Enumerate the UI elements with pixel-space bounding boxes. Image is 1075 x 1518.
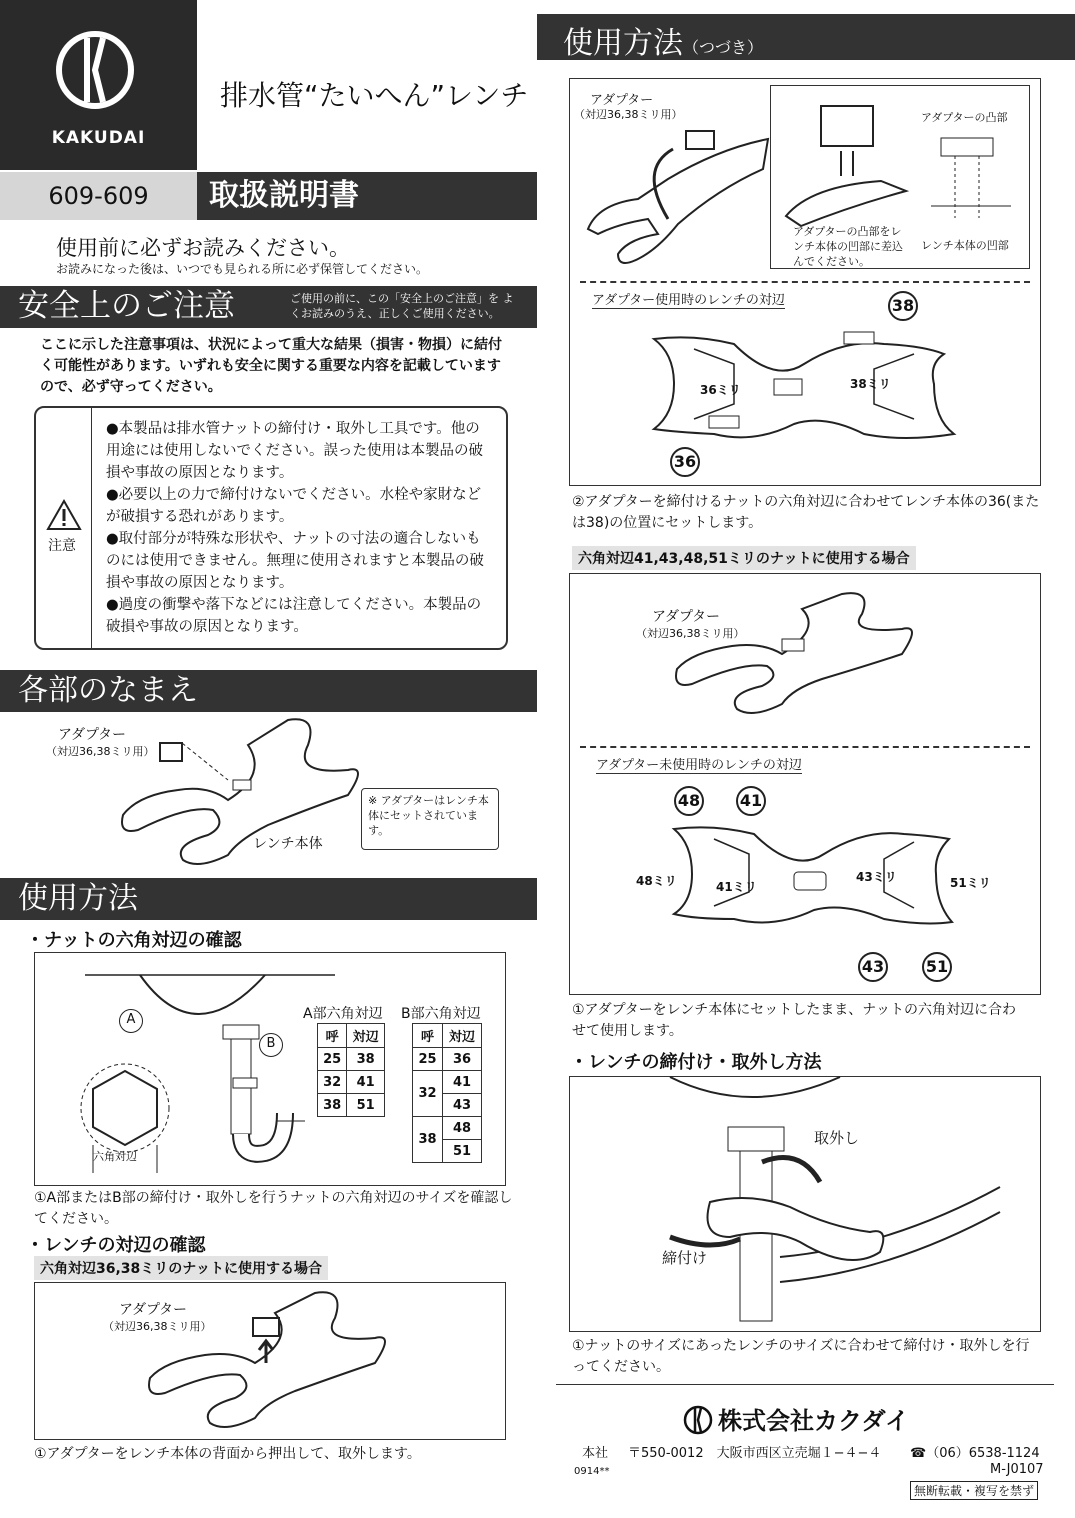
adapter-detail-illustration bbox=[781, 96, 911, 226]
marker-48: 48 bbox=[674, 786, 704, 816]
hex-label: 六角対辺 bbox=[93, 1150, 137, 1163]
wrench-check-heading: ・レンチの対辺の確認 bbox=[26, 1235, 206, 1256]
usage-title: 使用方法 bbox=[18, 881, 138, 916]
warning-icon bbox=[47, 500, 81, 530]
table-a bbox=[317, 1023, 385, 1117]
remove-adapter-box bbox=[34, 1282, 506, 1440]
nut-check-heading: ・ナットの六角対辺の確認 bbox=[26, 930, 242, 951]
table-b-head-size: 対辺 bbox=[443, 1024, 482, 1048]
caution-label: 注意 bbox=[48, 538, 76, 554]
usage-cont-bar bbox=[537, 14, 1075, 60]
table-a-cell: 25 bbox=[318, 1048, 347, 1071]
caution-box bbox=[34, 406, 508, 650]
marker-51: 51 bbox=[922, 952, 952, 982]
adapter-sub-4: （対辺36,38ミリ用） bbox=[636, 627, 745, 640]
wrench-flat-without-adapter bbox=[674, 814, 954, 934]
marker-41: 41 bbox=[736, 786, 766, 816]
footer-phone: ☎（06）6538-1124 bbox=[910, 1446, 1040, 1461]
without-adapter-box bbox=[569, 573, 1041, 995]
table-b-cell: 48 bbox=[443, 1117, 482, 1140]
intro-note: お読みになった後は、いつでも見られる所に必ず保管してください。 bbox=[56, 262, 429, 276]
usage-cont-suffix: （つづき） bbox=[683, 38, 764, 57]
adapter-label-3: アダプター bbox=[590, 93, 654, 108]
company-logo-icon bbox=[683, 1405, 713, 1435]
table-a-head-size: 対辺 bbox=[347, 1024, 385, 1048]
adapter-label-4: アダプター bbox=[652, 609, 721, 625]
parts-note: ※ アダプターはレンチ本体にセットされています。 bbox=[368, 794, 489, 837]
label-a-marker: A bbox=[119, 1009, 143, 1033]
marker-38: 38 bbox=[888, 291, 918, 321]
tighten-note: ①ナットのサイズにあったレンチのサイズに合わせて締付け・取外しを行ってください。 bbox=[572, 1338, 1030, 1375]
tighten-label: 締付け bbox=[662, 1249, 708, 1267]
insert-note: アダプターの凸部をレンチ本体の凹部に差込んでください。 bbox=[793, 225, 903, 268]
logo-block bbox=[0, 0, 197, 170]
table-b-cell: 32 bbox=[413, 1071, 443, 1117]
tighten-box bbox=[569, 1076, 1041, 1332]
table-b-cell: 25 bbox=[413, 1048, 443, 1071]
footer-doc-code: M-J0107 bbox=[990, 1462, 1044, 1477]
safety-desc: ここに示した注意事項は、状況によって重大な結果（損害・物損）に結付く可能性があります。いずれも安全に関する重要な内容を記載していますので、必ず守ってください。 bbox=[40, 337, 502, 395]
table-b-cell: 51 bbox=[443, 1140, 482, 1163]
parts-adapter-label: アダプター bbox=[58, 727, 127, 743]
table-a-cell: 32 bbox=[318, 1071, 347, 1094]
company-logo-text: 株式会社カクダイ bbox=[718, 1407, 910, 1435]
parts-bar bbox=[0, 670, 537, 712]
safety-item-1: ●本製品は排水管ナットの締付け・取外し工具です。他の用途には使用しないでください。誤った使用は本製品の破損や事故の原因となります。 bbox=[106, 421, 483, 481]
nut-check-note: ①A部またはB部の締付け・取外しを行うナットの六角対辺のサイズを確認してください。 bbox=[34, 1190, 513, 1227]
usage-bar bbox=[0, 878, 537, 920]
wrench-body-label: レンチ本体 bbox=[253, 836, 323, 852]
table-b-cell: 38 bbox=[413, 1117, 443, 1163]
with-adapter-label: アダプター使用時のレンチの対辺 bbox=[592, 289, 785, 309]
table-a-cell: 51 bbox=[347, 1094, 385, 1117]
table-a-head-nominal: 呼 bbox=[318, 1024, 347, 1048]
tighten-illustration bbox=[670, 1077, 1000, 1327]
label-38mm: 38ミリ bbox=[850, 377, 891, 391]
brand-name: KAKUDAI bbox=[51, 128, 146, 148]
footer-address: 〒550-0012 大阪市西区立売堀１−４−４ bbox=[628, 1446, 882, 1461]
remove-adapter-step: ①アダプターをレンチ本体の背面から押出して、取外します。 bbox=[34, 1446, 421, 1462]
footer-date-code: 0914** bbox=[574, 1466, 610, 1477]
intro-heading: 使用前に必ずお読みください。 bbox=[56, 236, 350, 260]
remove-label: 取外し bbox=[814, 1129, 860, 1147]
adapter-set-box bbox=[569, 78, 1041, 486]
wrench-with-adapter-set bbox=[672, 594, 912, 714]
product-code: 609-609 bbox=[0, 172, 197, 220]
wrench-illustration bbox=[118, 715, 378, 865]
body-concave-label: レンチ本体の凹部 bbox=[921, 239, 1009, 252]
kakudai-logo-icon bbox=[55, 30, 135, 110]
label-36mm: 36ミリ bbox=[700, 383, 741, 397]
usage-cont-title-text: 使用方法 bbox=[563, 26, 683, 61]
adapter-convex-label: アダプターの凸部 bbox=[921, 111, 1008, 124]
parts-title: 各部のなまえ bbox=[18, 673, 198, 708]
marker-43: 43 bbox=[858, 952, 888, 982]
adapter-insert-illustration bbox=[578, 109, 778, 269]
without-adapter-label: アダプター未使用時のレンチの対辺 bbox=[596, 754, 802, 774]
marker-36: 36 bbox=[670, 447, 700, 477]
tighten-heading: ・レンチの締付け・取外し方法 bbox=[570, 1052, 822, 1073]
table-b-cell: 36 bbox=[443, 1048, 482, 1071]
parts-adapter-sub: （対辺36,38ミリ用） bbox=[46, 745, 155, 758]
tag-41-51: 六角対辺41,43,48,51ミリのナットに使用する場合 bbox=[572, 546, 916, 570]
table-a-title: A部六角対辺 bbox=[303, 1006, 383, 1022]
without-adapter-step: ①アダプターをレンチ本体にセットしたまま、ナットの六角対辺に合わせて使用します。 bbox=[572, 1002, 1016, 1039]
manual-label: 取扱説明書 bbox=[197, 172, 537, 220]
adapter-label-2: アダプター bbox=[119, 1302, 188, 1318]
table-a-cell: 38 bbox=[347, 1048, 385, 1071]
safety-item-2: ●必要以上の力で締付けないでください。水栓や家財などが破損する恐れがあります。 bbox=[106, 487, 482, 525]
nut-check-box bbox=[34, 952, 506, 1186]
table-b-cell: 43 bbox=[443, 1094, 482, 1117]
wrench-remove-illustration bbox=[145, 1293, 385, 1433]
label-48mm: 48ミリ bbox=[636, 874, 677, 888]
adapter-sub-3: （対辺36,38ミリ用） bbox=[574, 108, 683, 121]
footer-office: 本社 bbox=[582, 1446, 609, 1461]
table-a-cell: 38 bbox=[318, 1094, 347, 1117]
label-41mm: 41ミリ bbox=[716, 880, 757, 894]
parts-note-box bbox=[361, 788, 499, 850]
table-b bbox=[412, 1023, 482, 1163]
table-b-title: B部六角対辺 bbox=[401, 1006, 481, 1022]
table-b-head-nominal: 呼 bbox=[413, 1024, 443, 1048]
usage-cont-title bbox=[563, 18, 763, 62]
label-51mm: 51ミリ bbox=[950, 876, 991, 890]
safety-title: 安全上のご注意 bbox=[18, 288, 235, 324]
label-43mm: 43ミリ bbox=[856, 870, 897, 884]
product-title: 排水管“たいへん”レンチ bbox=[220, 79, 529, 112]
safety-bar bbox=[0, 286, 537, 328]
adapter-detail-box bbox=[770, 85, 1030, 269]
label-b-marker: B bbox=[259, 1033, 283, 1057]
table-a-cell: 41 bbox=[347, 1071, 385, 1094]
wrench-flat-with-adapter bbox=[654, 324, 954, 454]
footer-copyright: 無断転載・複写を禁ず bbox=[910, 1481, 1038, 1500]
safety-item-4: ●過度の衝撃や落下などには注意してください。本製品の破損や事故の原因となります。 bbox=[106, 597, 482, 635]
convex-concave-diagram bbox=[931, 128, 1021, 238]
tag-36-38: 六角対辺36,38ミリのナットに使用する場合 bbox=[34, 1256, 328, 1280]
safety-side-note: ご使用の前に、この「安全上のご注意」を よくお読みのうえ、正しくご使用ください。 bbox=[290, 292, 514, 320]
table-b-cell: 41 bbox=[443, 1071, 482, 1094]
safety-item-3: ●取付部分が特殊な形状や、ナットの寸法の適合しないものには使用できません。無理に使用されますと本製品の破損や事故の原因となります。 bbox=[106, 531, 484, 591]
adapter-set-step: ②アダプターを締付けるナットの六角対辺に合わせてレンチ本体の36(または38)の位置にセットします。 bbox=[572, 494, 1040, 531]
adapter-sub-2: （対辺36,38ミリ用） bbox=[103, 1320, 212, 1333]
